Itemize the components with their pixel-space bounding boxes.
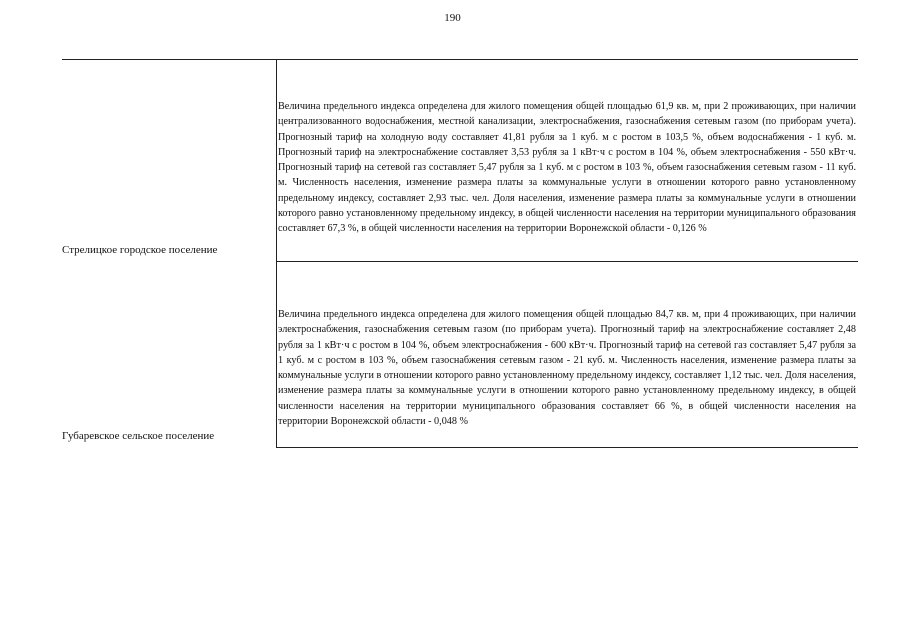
table-bottom-border: [276, 447, 858, 448]
table-row: [62, 261, 858, 447]
page-number: 190: [444, 12, 461, 24]
table-row: [62, 59, 858, 261]
tariff-index-table: [62, 59, 858, 448]
index-description: Величина предельного индекса определена для жилого помещения общей площадью 84,7 кв. м, при 4 проживающих, при наличии электроснабжения, газоснабжения сетевым газом (по приборам учета). Прогнозный тариф на электроснабжение составляет 2,48 рубля за 1 кВт·ч с ростом в 104 %, объем электроснабжения - 600 кВт·ч. Прогнозный тариф на сетевой газ составляет 5,47 рубля за 1 куб. м с ростом в 103 %, объем газоснабжения сетевым газом - 21 куб. м. Численность населения, изменение размера платы за коммунальные услуги в отношении которого равно установленному предельному индексу, составляет 1,12 тыс. чел. Доля населения, изменение размера платы за коммунальные услуги в отношении которого равно установленному предельному индексу, в общей численности населения на территории муниципального образования составляет 66 %, в общей численности населения на территории Воронежской области - 0,048 %: [278, 309, 856, 428]
settlement-name: Губаревское сельское поселение: [62, 430, 215, 442]
settlement-name: Стрелицкое городское поселение: [62, 244, 218, 256]
index-description: Величина предельного индекса определена для жилого помещения общей площадью 61,9 кв. м, при 2 проживающих, при наличии централизованного водоснабжения, местной канализации, электроснабжения, газоснабжения сетевым газом (по приборам учета). Прогнозный тариф на холодную воду составляет 41,81 рубля за 1 куб. м с ростом в 103,5 %, объем водоснабжения - 1 куб. м. Прогнозный тариф на электроснабжение составляет 3,53 рубля за 1 кВт·ч с ростом в 104 %, объем электроснабжения - 550 кВт·ч. Прогнозный тариф на сетевой газ составляет 5,47 рубля за 1 куб. м с ростом в 103 %, объем газоснабжения сетевым газом - 11 куб. м. Численность населения, изменение размера платы за коммунальные услуги в отношении которого равно установленному предельному индексу, составляет 2,93 тыс. чел. Доля населения, изменение размера платы за коммунальные услуги в отношении которого равно установленному предельному индексу, в общей численности населения на территории муниципального образования составляет 67,3 %, в общей численности населения на территории Воронежской области - 0,126 %: [278, 101, 856, 235]
